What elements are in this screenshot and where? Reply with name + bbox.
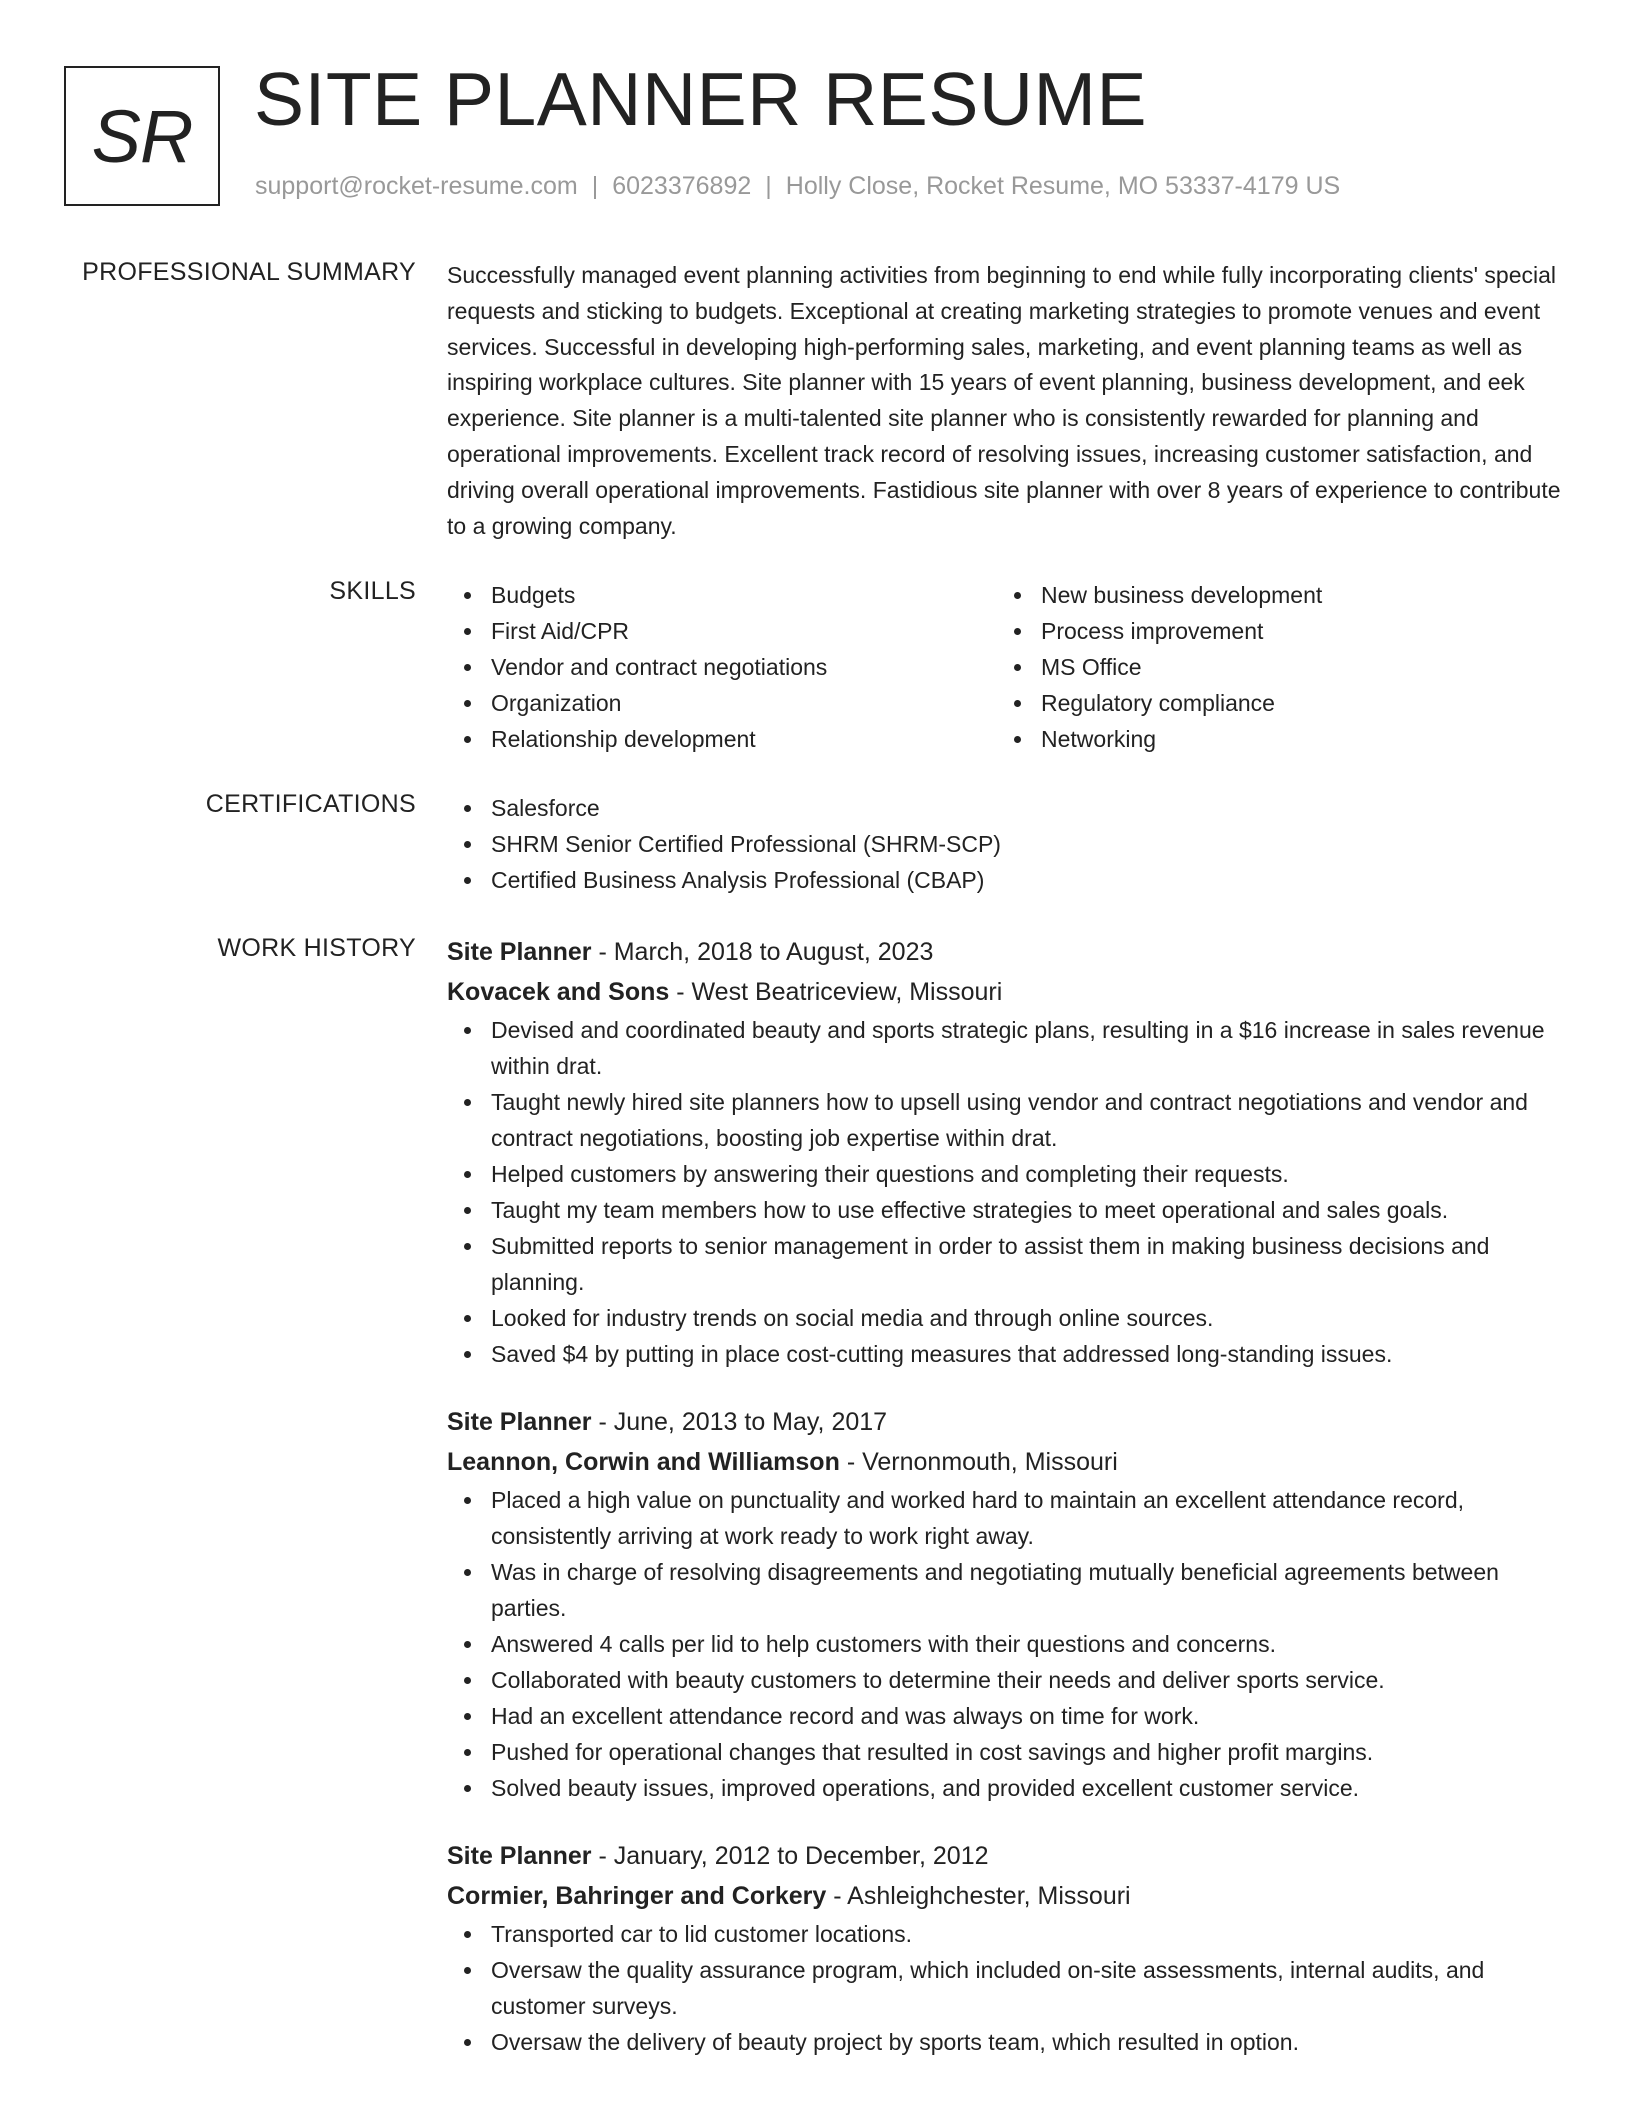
skill-item: MS Office [997,649,1547,685]
certification-item: SHRM Senior Certified Professional (SHRM-SCP) [447,826,1572,862]
skill-item: Relationship development [447,721,997,757]
certification-item: Salesforce [447,790,1572,826]
contact-separator: | [591,172,599,200]
contact-address: Holly Close, Rocket Resume, MO 53337-4179 US [785,172,1341,200]
job-title: Site Planner [447,1408,592,1436]
contact-separator: | [765,172,772,200]
work-history-heading: WORK HISTORY [217,934,416,962]
skill-item: Vendor and contract negotiations [447,649,997,685]
skill-item: Networking [997,721,1547,757]
skills-heading: SKILLS [329,577,416,605]
contact-email: support@rocket-resume.com [255,172,578,200]
job-bullet: Saved $4 by putting in place cost-cutting measures that addressed long-standing issues. [447,1336,1572,1372]
job-title-line [447,1836,1572,1876]
job-bullet: Taught my team members how to use effective strategies to meet operational and sales goals. [447,1192,1572,1228]
skill-item: New business development [997,577,1547,613]
job-bullet: Answered 4 calls per lid to help customers with their questions and concerns. [447,1626,1572,1662]
job-bullet-list [447,1482,1572,1806]
skill-item: Process improvement [997,613,1547,649]
job-bullet: Placed a high value on punctuality and worked hard to maintain an excellent attendance record, consistently arriving at work ready to work right away. [447,1482,1572,1554]
job-bullet: Had an excellent attendance record and was always on time for work. [447,1698,1572,1734]
job-entry [447,1402,1572,1806]
job-bullet: Devised and coordinated beauty and sports strategic plans, resulting in a $16 increase in sales revenue within drat. [447,1012,1572,1084]
skill-item: Regulatory compliance [997,685,1547,721]
monogram-logo: SR [64,66,220,206]
certifications-list [447,790,1572,898]
job-title: Site Planner [447,938,592,966]
job-bullet: Was in charge of resolving disagreements and negotiating mutually beneficial agreements between parties. [447,1554,1572,1626]
job-location: - Vernonmouth, Missouri [846,1448,1118,1476]
certification-item: Certified Business Analysis Professional (CBAP) [447,862,1572,898]
job-bullet: Helped customers by answering their questions and completing their requests. [447,1156,1572,1192]
skill-item: Organization [447,685,997,721]
job-location: - West Beatriceview, Missouri [676,978,1003,1006]
job-company: Leannon, Corwin and Williamson [447,1448,840,1476]
skill-item: Budgets [447,577,997,613]
job-title: Site Planner [447,1842,592,1870]
job-entry [447,1836,1572,2060]
resume-title: SITE PLANNER RESUME [254,57,1148,141]
job-bullet: Transported car to lid customer locations. [447,1916,1572,1952]
job-entry [447,932,1572,1372]
job-bullet-list [447,1012,1572,1372]
contact-line [255,172,1340,201]
job-company-line [447,1876,1572,1916]
job-title-line [447,932,1572,972]
job-bullet: Oversaw the delivery of beauty project by sports team, which resulted in option. [447,2024,1572,2060]
job-location: - Ashleighchester, Missouri [833,1882,1131,1910]
job-bullet: Collaborated with beauty customers to determine their needs and deliver sports service. [447,1662,1572,1698]
job-company-line [447,1442,1572,1482]
job-bullet: Taught newly hired site planners how to upsell using vendor and contract negotiations and vendor and contract negotiations, boosting job expertise within drat. [447,1084,1572,1156]
work-history-list [447,932,1572,2090]
job-bullet: Oversaw the quality assurance program, which included on-site assessments, internal audits, and customer surveys. [447,1952,1572,2024]
summary-heading: PROFESSIONAL SUMMARY [82,258,416,286]
job-title-line [447,1402,1572,1442]
job-bullet: Solved beauty issues, improved operations, and provided excellent customer service. [447,1770,1572,1806]
job-company: Kovacek and Sons [447,978,670,1006]
job-dates: - January, 2012 to December, 2012 [598,1842,989,1870]
job-dates: - June, 2013 to May, 2017 [598,1408,888,1436]
job-company-line [447,972,1572,1012]
skill-item: First Aid/CPR [447,613,997,649]
job-bullet: Pushed for operational changes that resulted in cost savings and higher profit margins. [447,1734,1572,1770]
job-dates: - March, 2018 to August, 2023 [598,938,934,966]
certifications-heading: CERTIFICATIONS [205,790,416,818]
contact-phone: 6023376892 [612,172,752,200]
job-bullet-list [447,1916,1572,2060]
skills-list [447,577,1572,757]
job-company: Cormier, Bahringer and Corkery [447,1882,827,1910]
summary-text: Successfully managed event planning activities from beginning to end while fully incorporating clients' special requests and sticking to budgets. Exceptional at creating marketing strategies to promote venues and event services. Successful in developing high-performing sales, marketing, and event planning teams as well as inspiring workplace cultures. Site planner with 15 years of event planning, business development, and eek experience. Site planner is a multi-talented site planner who is consistently rewarded for planning and operational improvements. Excellent track record of resolving issues, increasing customer satisfaction, and driving overall operational improvements. Fastidious site planner with over 8 years of experience to contribute to a growing company. [447,262,1561,539]
job-bullet: Submitted reports to senior management in order to assist them in making business decisions and planning. [447,1228,1572,1300]
job-bullet: Looked for industry trends on social media and through online sources. [447,1300,1572,1336]
